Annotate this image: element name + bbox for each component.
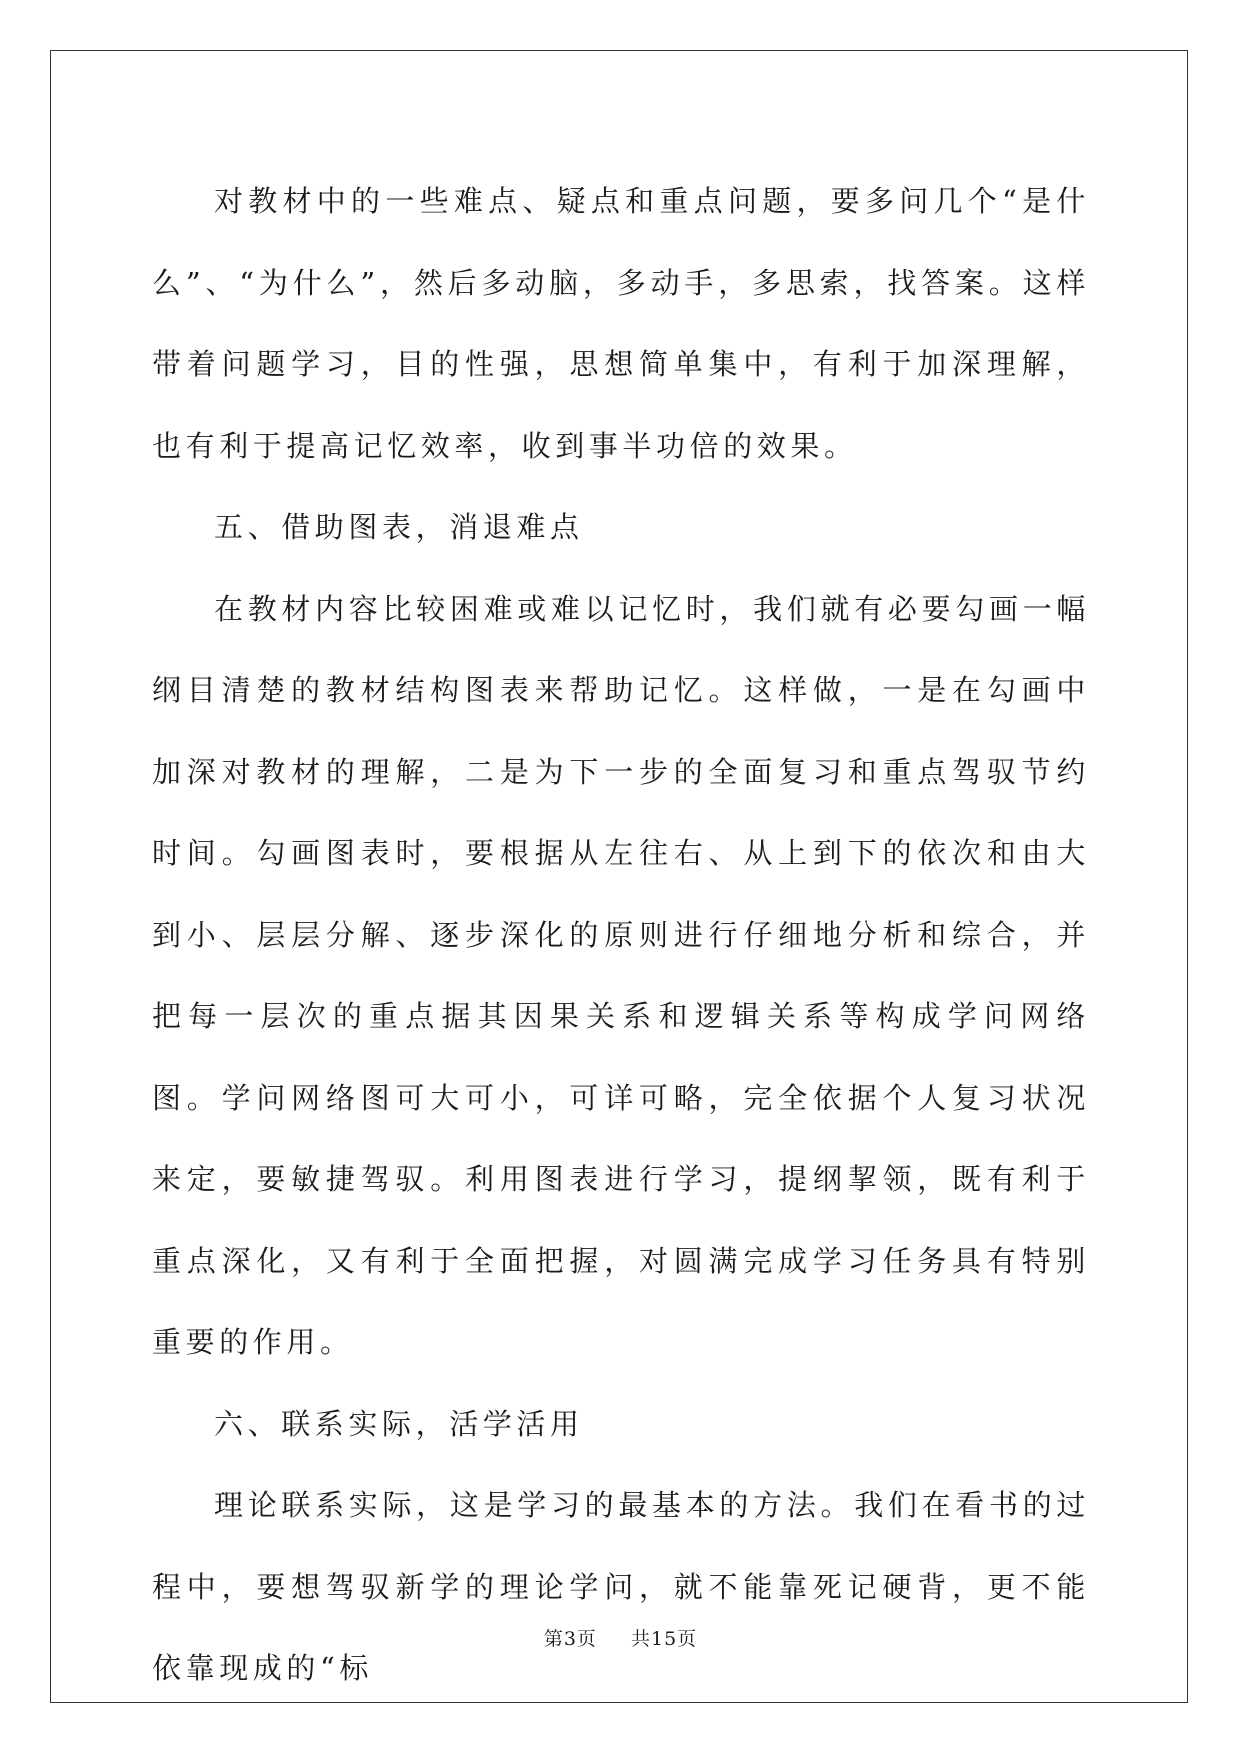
page-number: 第3页 [543,1628,597,1650]
section-heading-five: 五、借助图表，消退难点 [214,510,584,544]
paragraph-questions-continuation: 对教材中的一些难点、疑点和重点问题，要多问几个“是什么”、“为什么”，然后多动脑，多动手，多思索，找答案。这样带着问题学习，目的性强，思想简单集中，有利于加深理解，也有利于提高记忆效率，收到事半功倍的效果。 [152,184,1090,463]
paragraph-theory-practice: 理论联系实际，这是学习的最基本的方法。我们在看书的过程中，要想驾驭新学的理论学问，就不能靠死记硬背，更不能依靠现成的“标 [152,1488,1090,1685]
page-total: 共15页 [631,1628,698,1650]
paragraph-charts: 在教材内容比较困难或难以记忆时，我们就有必要勾画一幅纲目清楚的教材结构图表来帮助记忆。这样做，一是在勾画中加深对教材的理解，二是为下一步的全面复习和重点驾驭节约时间。勾画图表时，要根据从左往右、从上到下的依次和由大到小、层层分解、逐步深化的原则进行仔细地分析和综合，并把每一层次的重点据其因果关系和逻辑关系等构成学问网络图。学问网络图可大可小，可详可略，完全依据个人复习状况来定，要敏捷驾驭。利用图表进行学习，提纲挈领，既有利于重点深化，又有利于全面把握，对圆满完成学习任务具有特别重要的作用。 [152,591,1090,1359]
document-body [152,161,1090,1710]
section-heading-six: 六、联系实际，活学活用 [214,1406,584,1441]
page-footer [0,1624,1241,1651]
